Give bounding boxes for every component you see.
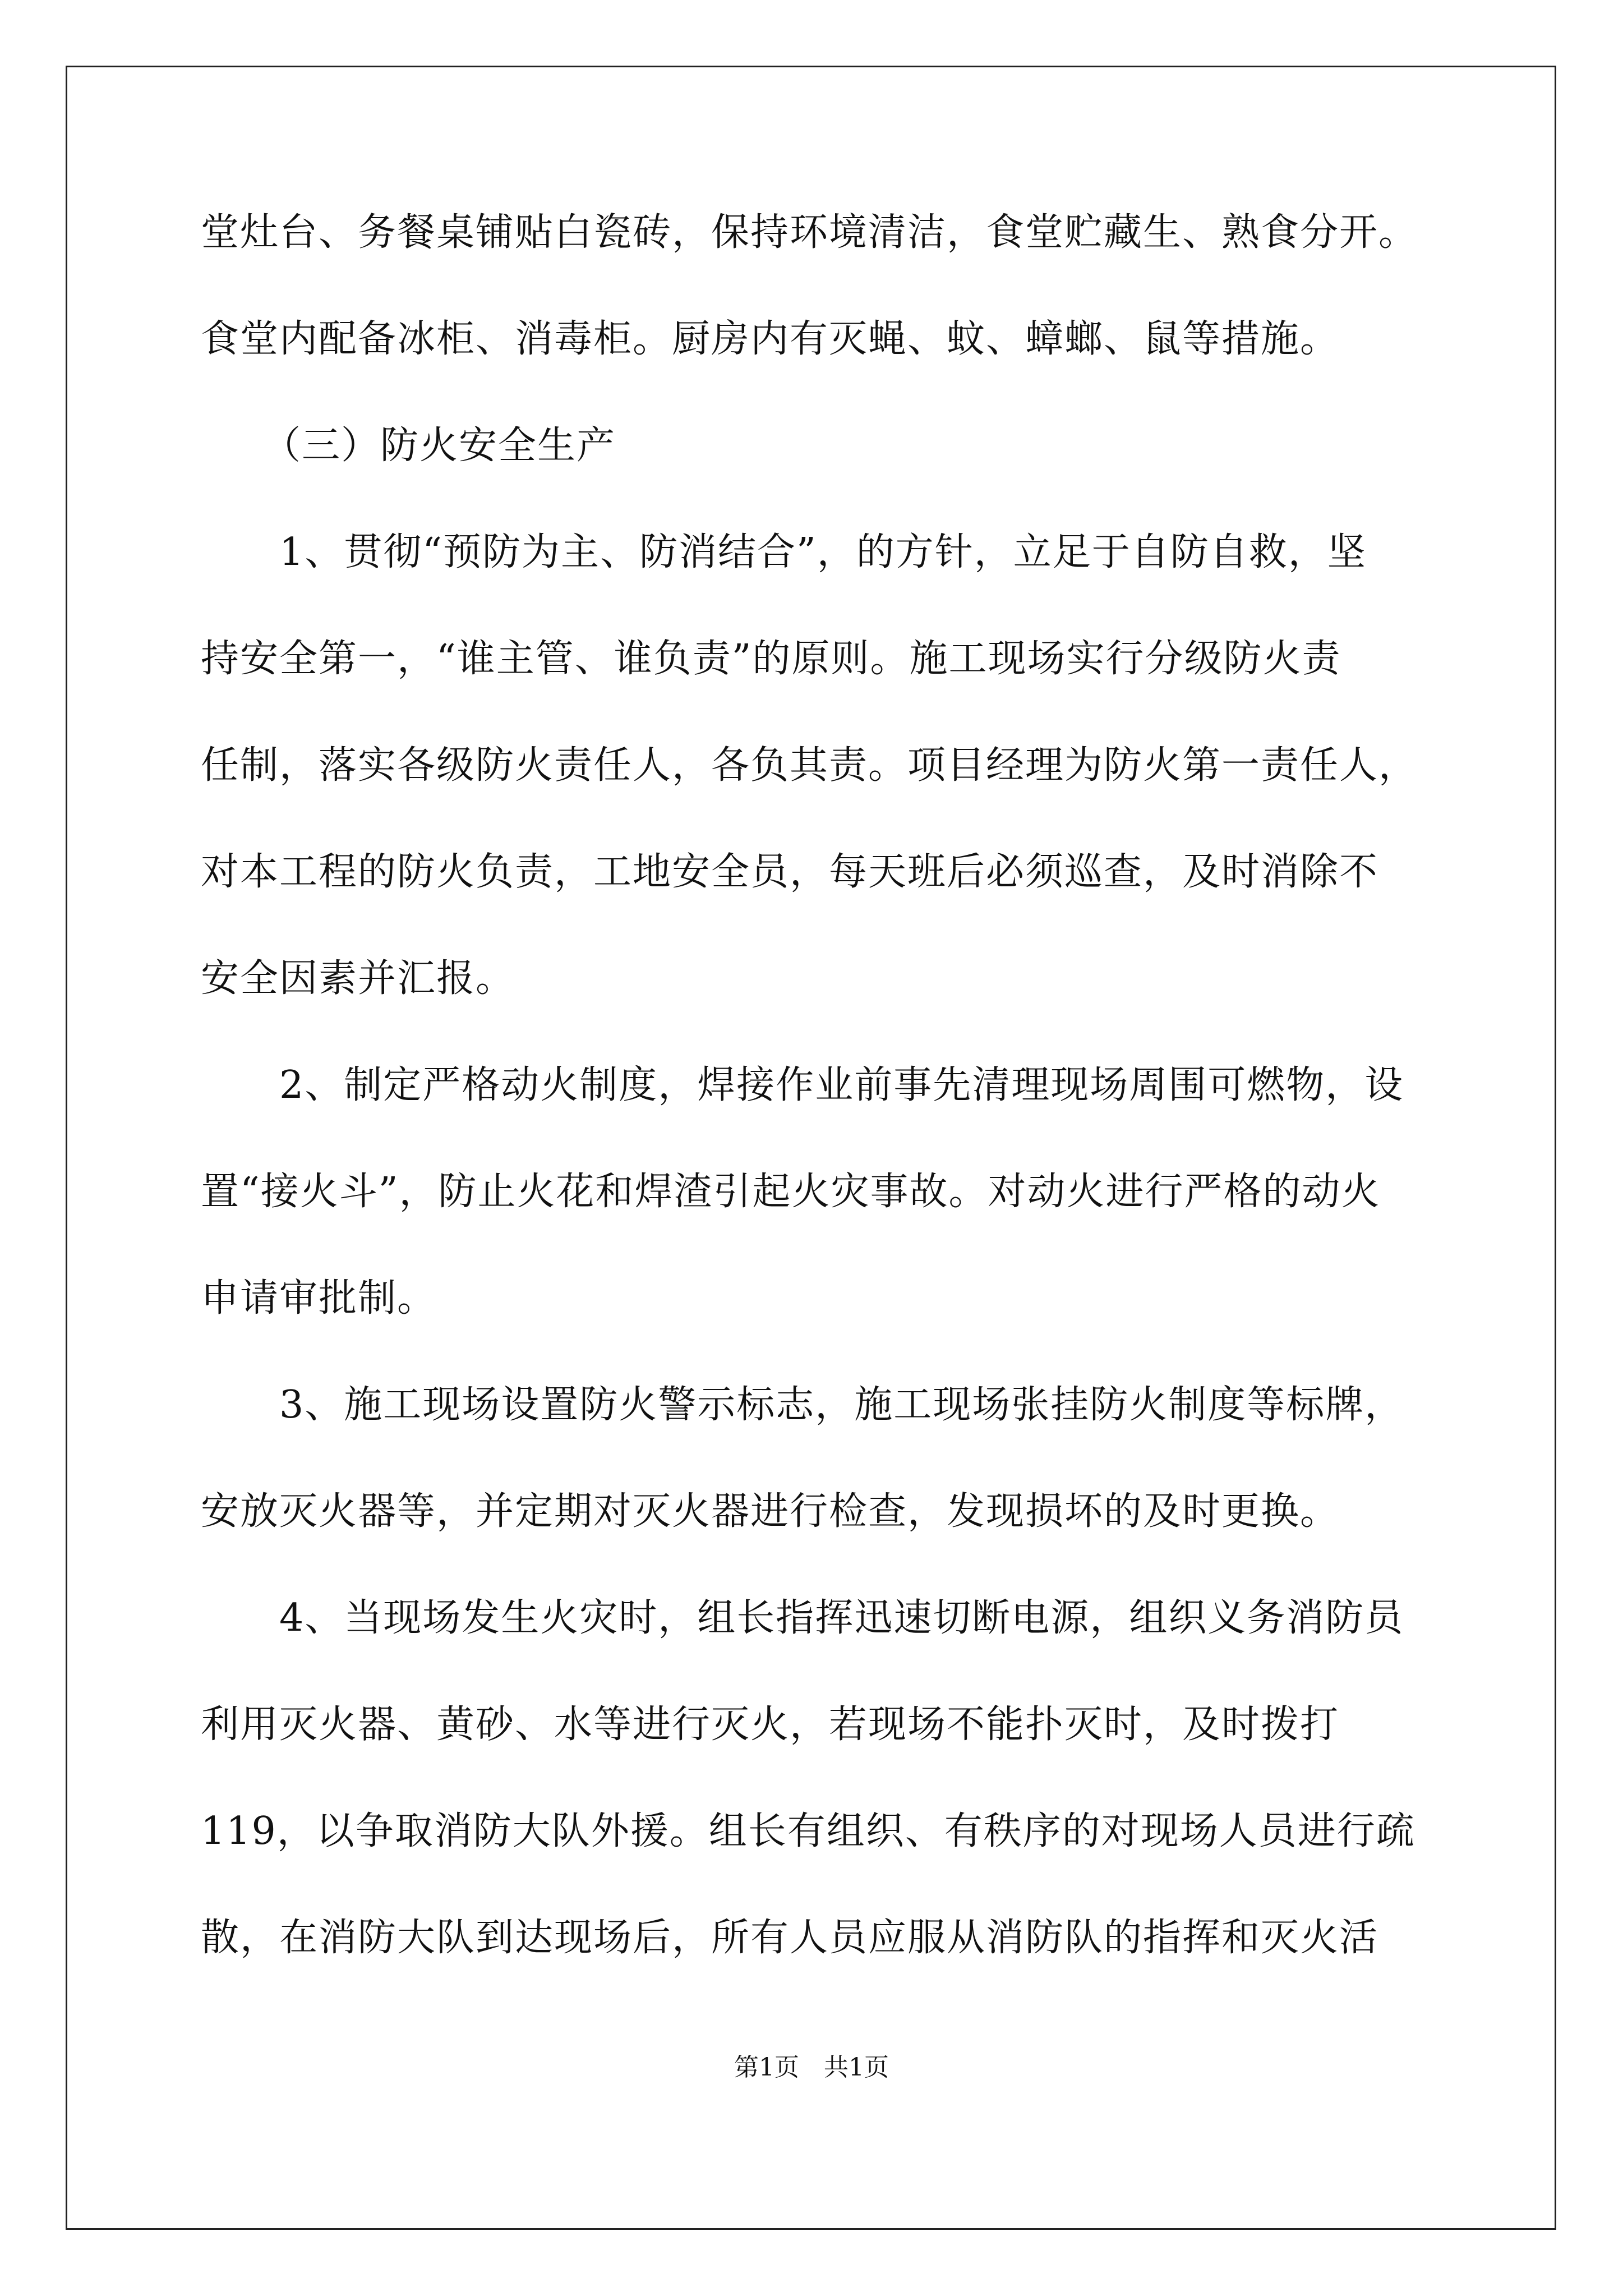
text-line-16: 119，以争取消防大队外援。组长有组织、有秩序的对现场人员进行疏 <box>201 1809 1415 1853</box>
section-heading: （三）防火安全生产 <box>262 424 616 468</box>
text-line-8: 安全因素并汇报。 <box>201 956 515 1001</box>
text-line-12: 3、施工现场设置防火警示标志，施工现场张挂防火制度等标牌， <box>279 1383 1404 1427</box>
text-line-4: 1、贯彻“预防为主、防消结合”，的方针，立足于自防自救，坚 <box>279 530 1367 574</box>
text-line-2: 食堂内配备冰柜、消毒柜。厨房内有灭蝇、蚊、蟑螂、鼠等措施。 <box>201 317 1340 361</box>
page-footer: 第1页 共1页 <box>734 2053 889 2082</box>
text-line-15: 利用灭火器、黄砂、水等进行灭火，若现场不能扑灭时，及时拨打 <box>201 1703 1340 1747</box>
text-line-7: 对本工程的防火负责，工地安全员，每天班后必须巡查，及时消除不 <box>201 850 1379 894</box>
text-line-6: 任制，落实各级防火责任人，各负其责。项目经理为防火第一责任人， <box>201 743 1418 788</box>
text-line-14: 4、当现场发生火灾时，组长指挥迅速切断电源，组织义务消防员 <box>279 1596 1404 1640</box>
text-line-1: 堂灶台、务餐桌铺贴白瓷砖，保持环境清洁，食堂贮藏生、熟食分开。 <box>201 210 1418 255</box>
text-line-10: 置“接火斗”，防止火花和焊渣引起火灾事故。对动火进行严格的动火 <box>201 1170 1381 1214</box>
text-line-17: 散，在消防大队到达现场后，所有人员应服从消防队的指挥和灭火活 <box>201 1916 1379 1960</box>
text-line-11: 申请审批制。 <box>201 1276 437 1320</box>
text-line-9: 2、制定严格动火制度，焊接作业前事先清理现场周围可燃物，设 <box>279 1063 1404 1107</box>
text-line-13: 安放灭火器等，并定期对灭火器进行检查，发现损坏的及时更换。 <box>201 1489 1340 1534</box>
text-line-5: 持安全第一，“谁主管、谁负责”的原则。施工现场实行分级防火责 <box>201 637 1341 681</box>
